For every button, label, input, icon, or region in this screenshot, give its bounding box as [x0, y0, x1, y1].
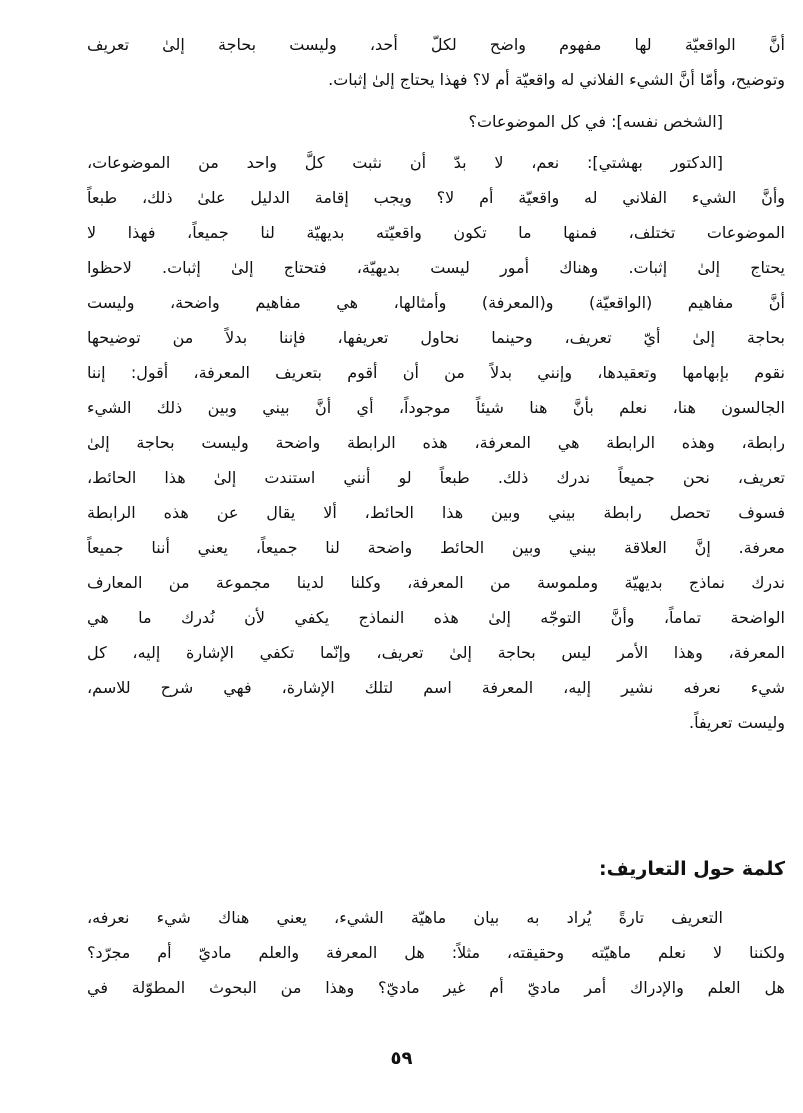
- text-line: فسوف تحصل رابطة بيني وبين هذا الحائط، ألا يقال عن هذه الرابطة: [87, 503, 785, 522]
- text-line: نقوم بإبهامها وتعقيدها، وإنني بدلاً من أن أقوم بتعريف المعرفة، أقول: إننا: [87, 363, 785, 382]
- section-heading: كلمة حول التعاريف:: [599, 858, 785, 880]
- text-line: وأنَّ الشيء الفلاني له واقعيّة أم لا؟ ويجب إقامة الدليل علىٰ ذلك، طبعاً: [87, 188, 785, 207]
- text-line: [الدكتور بهشتي]: نعم، لا بدّ أن نثبت كلَّ واحد من الموضوعات،: [87, 153, 723, 172]
- text-line: [الشخص نفسه]: في كل الموضوعات؟: [468, 112, 723, 131]
- text-line: هل العلم والإدراك أمر ماديّ أم غير ماديّ؟ وهذا من البحوث المطوّلة في: [87, 978, 785, 997]
- text-line: تعريف، نحن جميعاً ندرك ذلك. طبعاً لو أنني استندت إلىٰ هذا الحائط،: [87, 468, 785, 487]
- text-line: رابطة، وهذه الرابطة هي المعرفة، هذه الرابطة واضحة وليست بحاجة إلىٰ: [87, 433, 785, 452]
- text-line: الواضحة تماماً، وأنَّ التوجّه إلىٰ هذه النماذج يكفي لأن نُدرك ما هي: [87, 608, 785, 627]
- text-line: المعرفة، وهذا الأمر ليس بحاجة إلىٰ تعريف، وإنّما تكفي الإشارة إليه، كل: [87, 643, 785, 662]
- text-line: وليست تعريفاً.: [688, 713, 785, 732]
- text-line: الجالسون هنا، نعلم بأنَّ هنا شيئاً موجوداً، أي أنَّ بيني وبين ذلك الشيء: [87, 398, 785, 417]
- text-line: يحتاج إلىٰ إثبات. وهناك أمور ليست بديهيّة، فتحتاج إلىٰ إثبات. لاحظوا: [87, 258, 785, 277]
- text-line: ولكننا لا نعلم ماهيّته وحقيقته، مثلاً: هل المعرفة والعلم ماديّ أم مجرّد؟: [87, 943, 785, 962]
- text-line: وتوضيح، وأمّا أنَّ الشيء الفلاني له واقعيّة أم لا؟ فهذا يحتاج إلىٰ إثبات.: [328, 70, 785, 89]
- text-line: التعريف تارةً يُراد به بيان ماهيّة الشيء، يعني هناك شيء نعرفه،: [87, 908, 723, 927]
- page-number: ٥٩: [390, 1048, 413, 1069]
- text-line: ندرك نماذج بديهيّة وملموسة من المعرفة، وكلنا لدينا مجموعة من المعارف: [87, 573, 785, 592]
- text-line: أنَّ مفاهيم (الواقعيّة) و(المعرفة) وأمثالها، هي مفاهيم واضحة، وليست: [87, 293, 785, 312]
- text-line: أنَّ الواقعيّة لها مفهوم واضح لكلّ أحد، وليست بحاجة إلىٰ تعريف: [87, 35, 785, 54]
- text-line: الموضوعات تختلف، فمنها ما تكون واقعيّته بديهيّة لنا جميعاً، فهذا لا: [87, 223, 785, 242]
- text-line: معرفة. إنَّ العلاقة بيني وبين الحائط واضحة لنا جميعاً، يعني أننا جميعاً: [87, 538, 785, 557]
- text-line: بحاجة إلىٰ أيّ تعريف، وحينما نحاول تعريفها، فإننا بدلاً من توضيحها: [87, 328, 785, 347]
- text-line: شيء نعرفه نشير إليه، المعرفة اسم لتلك الإشارة، فهي شرح للاسم،: [87, 678, 785, 697]
